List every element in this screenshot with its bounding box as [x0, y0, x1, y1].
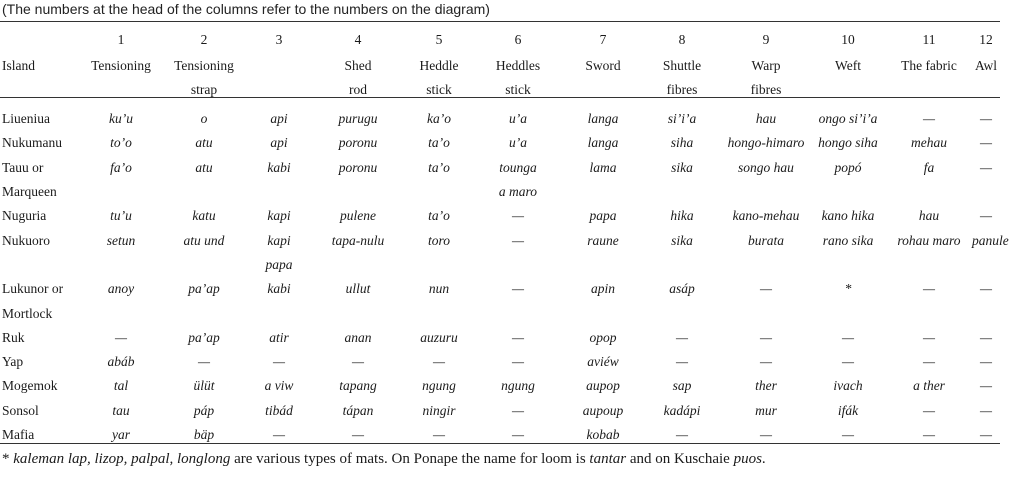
footnote-text: and on Kuschaie [626, 451, 734, 467]
term-cell [886, 253, 972, 277]
term-cell: setun [106, 232, 136, 248]
term-cell: o [200, 111, 208, 127]
island-name-cell: Yap [2, 354, 24, 370]
term-cell: — [922, 427, 935, 442]
term-cell: a ther [913, 378, 945, 394]
term-cell: ngung [422, 378, 456, 394]
table-row [0, 204, 1000, 228]
term-cell: tounga [499, 159, 537, 175]
term-cell: fa’o [110, 159, 132, 175]
term-cell: atu [195, 159, 213, 175]
term-cell [248, 301, 310, 325]
term-cell: anan [344, 329, 372, 345]
term-cell: hau [755, 111, 777, 127]
term-cell: aupop [586, 378, 620, 394]
term-cell: panule [972, 232, 1009, 248]
term-cell: ku’u [109, 111, 133, 127]
term-cell [886, 301, 972, 325]
term-cell [82, 253, 160, 277]
island-name-cell: Lukunor or [2, 281, 64, 297]
term-cell: — [675, 354, 688, 370]
term-cell: tau [112, 402, 130, 418]
term-cell: tápan [342, 402, 374, 418]
term-cell [160, 180, 248, 204]
column-number: 8 [678, 31, 686, 47]
term-cell [564, 180, 642, 204]
term-cell [82, 301, 160, 325]
loom-terms-table [0, 22, 1009, 447]
column-header: Tensioning [91, 57, 151, 73]
table-row [0, 102, 1000, 131]
term-cell [564, 253, 642, 277]
term-cell: — [922, 402, 935, 418]
column-header-continued: stick [426, 82, 452, 97]
column-header: Shed [344, 57, 372, 73]
term-cell: sika [671, 159, 693, 175]
column-header: Warp [751, 57, 781, 73]
column-number: 3 [275, 31, 283, 47]
term-cell: aupoup [582, 402, 624, 418]
term-cell: — [432, 427, 445, 442]
column-header-row-continued [0, 78, 1000, 102]
column-number: 6 [514, 31, 522, 47]
term-cell: — [922, 329, 935, 345]
term-cell: yar [112, 427, 130, 442]
term-cell: atu [195, 135, 213, 151]
island-name-cell: Tauu or [2, 159, 44, 175]
column-header: Shuttle [662, 57, 702, 73]
term-cell: langa [587, 135, 619, 151]
term-cell: pulene [340, 208, 376, 224]
term-cell: — [979, 135, 992, 151]
footnote-marker: * [2, 451, 14, 467]
term-cell: asáp [669, 281, 695, 297]
term-cell: — [979, 402, 992, 418]
term-cell [472, 253, 564, 277]
term-cell: tal [113, 378, 129, 394]
column-header-continued [972, 78, 1000, 102]
table-caption: (The numbers at the head of the columns refer to the numbers on the diagram) [2, 1, 490, 17]
term-cell: hau [918, 208, 940, 224]
footnote-ponape-loom-term: tantar [589, 451, 627, 467]
term-cell: ta’o [428, 159, 450, 175]
column-header: Heddles [495, 57, 541, 73]
term-cell: abáb [107, 354, 135, 370]
table-row [0, 374, 1000, 398]
term-cell: kano-mehau [732, 208, 800, 224]
term-cell: tapang [339, 378, 377, 394]
term-cell: ta’o [428, 208, 450, 224]
term-cell: aviéw [587, 354, 619, 370]
term-cell: — [979, 427, 992, 442]
term-cell: — [922, 354, 935, 370]
term-cell: ülüt [193, 378, 215, 394]
term-cell: — [675, 427, 688, 442]
term-cell: kabi [267, 159, 291, 175]
term-cell: hongo siha [818, 135, 878, 151]
term-cell: ningir [422, 402, 456, 418]
term-cell: poronu [338, 159, 378, 175]
term-cell: — [511, 427, 524, 442]
term-cell: songo hau [738, 159, 794, 175]
term-cell: rano sika [822, 232, 874, 248]
term-cell: ther [755, 378, 777, 394]
island-name-cell: Mortlock [2, 305, 53, 321]
term-cell: tibád [265, 402, 293, 418]
term-cell: — [511, 354, 524, 370]
term-cell: — [922, 281, 935, 297]
term-cell [810, 301, 886, 325]
footnote-mat-terms: kaleman lap, lizop, palpal, longlong [13, 451, 231, 467]
term-cell: — [114, 329, 127, 345]
column-number: 7 [599, 31, 607, 47]
island-name-cell: Ruk [2, 329, 25, 345]
column-header-continued: fibres [666, 82, 698, 97]
column-header: The fabric [901, 57, 957, 73]
term-cell: ullut [345, 281, 371, 297]
term-cell: — [351, 354, 364, 370]
term-cell: raune [587, 232, 619, 248]
term-cell: — [272, 427, 285, 442]
column-header-continued [248, 78, 310, 102]
table-row [0, 350, 1000, 374]
table-row [0, 399, 1000, 423]
table-body [0, 102, 1009, 447]
term-cell: ifák [837, 402, 859, 418]
term-cell [564, 301, 642, 325]
column-number: 9 [762, 31, 770, 47]
column-header-continued [82, 78, 160, 102]
term-cell: katu [192, 208, 216, 224]
island-name-cell [0, 253, 82, 277]
term-cell: siha [670, 135, 694, 151]
term-cell: tu’u [110, 208, 132, 224]
term-cell: langa [587, 111, 619, 127]
island-name-cell: Nukuoro [2, 232, 50, 248]
island-name-cell: Sonsol [2, 402, 39, 418]
term-cell [310, 180, 406, 204]
term-cell: — [351, 427, 364, 442]
term-cell: kadápi [663, 402, 701, 418]
term-cell: kabi [267, 281, 291, 297]
column-header-continued: stick [505, 82, 531, 97]
column-header-continued [0, 78, 82, 102]
column-number-row [0, 22, 1000, 53]
term-cell: pa’ap [188, 281, 220, 297]
column-header-continued [564, 78, 642, 102]
table-row [0, 156, 1000, 180]
term-cell: — [759, 281, 772, 297]
term-cell [642, 180, 722, 204]
column-number: 11 [922, 31, 936, 47]
term-cell: sap [672, 378, 692, 394]
term-cell: kapi [267, 208, 291, 224]
term-cell: api [270, 135, 288, 151]
table-row [0, 301, 1000, 325]
column-number: 1 [117, 31, 125, 47]
column-header: Tensioning [174, 57, 234, 73]
term-cell: apin [590, 281, 615, 297]
term-cell: — [841, 354, 854, 370]
table-row [0, 253, 1000, 277]
term-cell: purugu [338, 111, 378, 127]
column-header: Awl [974, 57, 997, 73]
column-header-continued: fibres [750, 82, 782, 97]
term-cell: atu und [183, 232, 225, 248]
term-cell: — [432, 354, 445, 370]
table-row [0, 326, 1000, 350]
term-cell: kano hika [821, 208, 875, 224]
term-cell: popó [834, 159, 862, 175]
term-cell [810, 253, 886, 277]
term-cell: burata [747, 232, 784, 248]
term-cell: — [272, 354, 285, 370]
island-name-cell: Liueniua [2, 111, 50, 127]
term-cell [722, 180, 810, 204]
term-cell: hika [670, 208, 694, 224]
term-cell [82, 180, 160, 204]
term-cell: — [922, 111, 935, 127]
term-cell [406, 253, 472, 277]
table-row [0, 423, 1000, 447]
column-header: Weft [835, 57, 861, 73]
term-cell [642, 253, 722, 277]
term-cell [160, 253, 248, 277]
term-cell: auzuru [420, 329, 458, 345]
term-cell: opop [589, 329, 617, 345]
term-cell [722, 253, 810, 277]
term-cell: kobab [586, 427, 620, 442]
column-number: 10 [841, 31, 855, 47]
term-cell [406, 180, 472, 204]
term-cell: — [675, 329, 688, 345]
table-row [0, 180, 1000, 204]
term-cell [160, 301, 248, 325]
footnote-text: are various types of mats. On Ponape the name for loom is [230, 451, 590, 467]
term-cell [972, 301, 1000, 325]
term-cell: — [759, 427, 772, 442]
column-header-row [0, 53, 1000, 78]
term-cell: toro [427, 232, 450, 248]
term-cell [310, 301, 406, 325]
term-cell: bäp [193, 427, 215, 442]
term-cell [810, 180, 886, 204]
term-cell: mur [755, 402, 777, 418]
island-name-cell: Mafia [2, 427, 35, 442]
term-cell [972, 253, 1000, 277]
term-cell: — [979, 354, 992, 370]
column-header [248, 53, 310, 78]
term-cell: sika [671, 232, 693, 248]
term-cell: hongo-himaro [727, 135, 805, 151]
term-cell: lama [589, 159, 617, 175]
column-number [0, 22, 82, 53]
term-cell: si’i’a [667, 111, 697, 127]
term-cell: pa’ap [188, 329, 220, 345]
column-number: 5 [435, 31, 443, 47]
term-cell: * [844, 281, 852, 297]
term-cell: papa [589, 208, 617, 224]
term-cell: rohau maro [897, 232, 961, 248]
term-cell [642, 301, 722, 325]
term-cell: — [979, 378, 992, 394]
term-cell [972, 180, 1000, 204]
term-cell: nun [428, 281, 450, 297]
column-header: Island [2, 57, 35, 73]
term-cell: ivach [833, 378, 863, 394]
term-cell: u’a [509, 111, 527, 127]
term-cell [472, 301, 564, 325]
term-cell [310, 253, 406, 277]
term-cell [248, 180, 310, 204]
term-cell: — [979, 111, 992, 127]
term-cell: ongo si’i’a [818, 111, 878, 127]
term-cell: — [759, 354, 772, 370]
island-name-cell: Nuguria [2, 208, 47, 224]
term-cell: — [979, 159, 992, 175]
term-cell: mehau [911, 135, 947, 151]
term-cell: — [979, 281, 992, 297]
island-name-cell: Mogemok [2, 378, 58, 394]
term-cell: kapi [267, 232, 291, 248]
footnote [2, 451, 766, 468]
term-cell: — [511, 281, 524, 297]
term-cell: — [197, 354, 210, 370]
column-number: 4 [354, 31, 362, 47]
term-cell: to’o [110, 135, 132, 151]
column-header-continued: strap [190, 82, 218, 97]
column-header: Heddle [419, 57, 459, 73]
term-cell: ka’o [427, 111, 451, 127]
term-cell: fa [923, 159, 935, 175]
term-cell: a viw [264, 378, 294, 394]
term-cell [406, 301, 472, 325]
island-name-cell: Nukumanu [2, 135, 62, 151]
column-header-continued [886, 78, 972, 102]
column-header: Sword [585, 57, 621, 73]
footnote-end: . [761, 451, 766, 467]
table-row [0, 228, 1000, 252]
term-cell: poronu [338, 135, 378, 151]
island-name-cell: Marqueen [2, 184, 57, 200]
column-number: 12 [979, 31, 993, 47]
term-cell: api [270, 111, 288, 127]
term-cell: — [511, 402, 524, 418]
term-cell: tapa-nulu [331, 232, 385, 248]
term-cell: — [511, 329, 524, 345]
table-row [0, 131, 1000, 155]
column-number: 2 [200, 31, 208, 47]
term-cell: ngung [501, 378, 535, 394]
term-cell: — [979, 329, 992, 345]
footnote-kuschaie-loom-term: puos [733, 451, 762, 467]
term-cell: atir [269, 329, 289, 345]
term-cell: ta’o [428, 135, 450, 151]
term-cell: páp [193, 402, 215, 418]
table-row [0, 277, 1000, 301]
column-header-continued: rod [349, 82, 367, 97]
term-cell: anoy [107, 281, 135, 297]
term-cell: u’a [509, 135, 527, 151]
term-cell: — [511, 208, 524, 224]
term-cell: — [759, 329, 772, 345]
term-cell [886, 180, 972, 204]
column-header-continued [810, 78, 886, 102]
term-cell: — [841, 329, 854, 345]
term-cell: — [979, 208, 992, 224]
term-cell [722, 301, 810, 325]
term-cell: a maro [498, 184, 538, 200]
term-cell: papa [265, 256, 293, 272]
term-cell: — [841, 427, 854, 442]
term-cell: — [511, 232, 524, 248]
